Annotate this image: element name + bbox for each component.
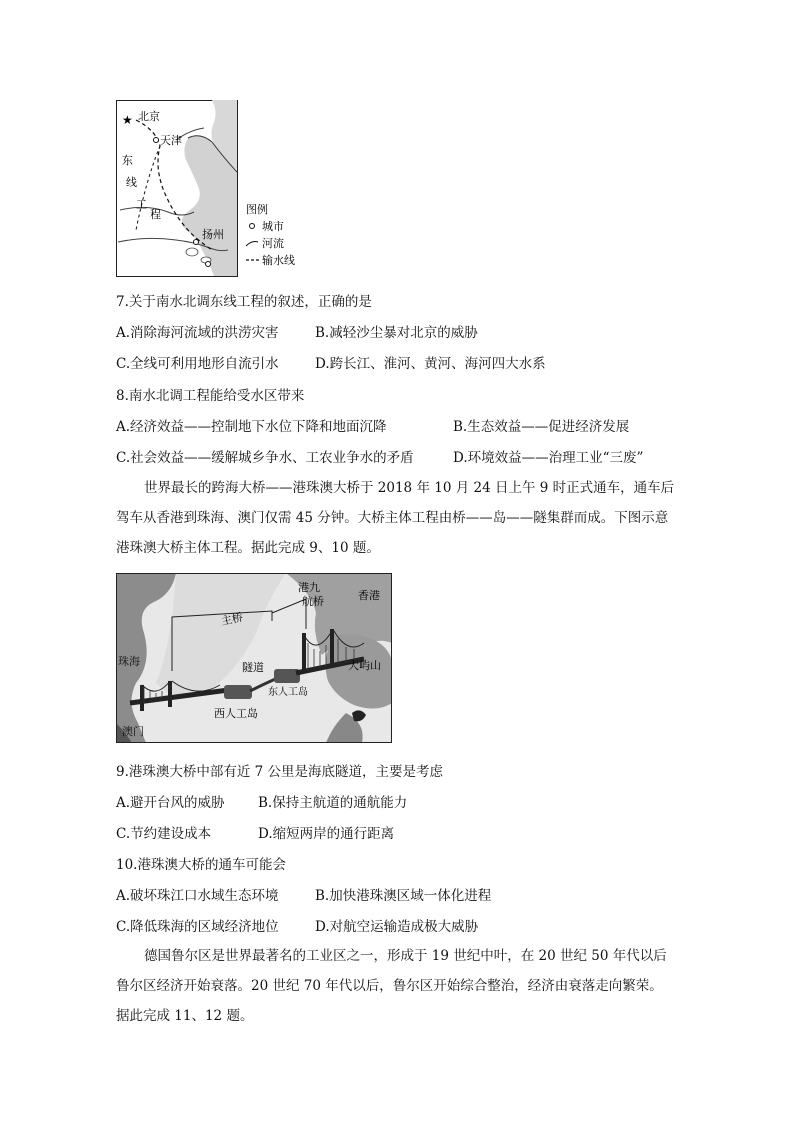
- q7-option-b: B.减轻沙尘暴对北京的威胁: [315, 325, 478, 341]
- hzmb-map: [116, 573, 392, 743]
- legend-pipeline: 输水线: [262, 254, 295, 267]
- legend-title: 图例: [246, 203, 268, 216]
- passage-ruhr: 德国鲁尔区是世界最著名的工业区之一，形成于 19 世纪中叶，在 20 世纪 50 年代以后鲁尔区经济开始衰落。20 世纪 70 年代以后，鲁尔区开始综合整治，经济由衰落走向繁荣。据此完成 11、12 题。: [116, 948, 667, 1024]
- beijing-star-icon: ★: [122, 113, 133, 127]
- label-jiuzhou-1: 港九: [298, 581, 320, 594]
- label-beijing: 北京: [138, 110, 160, 123]
- q9-stem: 9.港珠澳大桥中部有近 7 公里是海底隧道，主要是考虑: [116, 764, 444, 780]
- label-hongkong: 香港: [358, 589, 380, 602]
- label-macau: 澳门: [122, 725, 144, 738]
- label-east-island: 东人工岛: [268, 687, 308, 698]
- label-east-line-1: 东: [122, 154, 133, 167]
- passage-hzmb: 世界最长的跨海大桥——港珠澳大桥于 2018 年 10 月 24 日上午 9 时正式通车，通车后驾车从香港到珠海、澳门仅需 45 分钟。大桥主体工程由桥——岛——隧集群而成。下图示意港珠澳大桥主体工程。据此完成 9、10 题。: [116, 480, 675, 556]
- label-jiuzhou-2: 航桥: [302, 595, 324, 608]
- yangzhou-city-marker: [194, 240, 199, 245]
- q9-option-a: A.避开台风的威胁: [116, 795, 225, 811]
- q8-stem: 8.南水北调工程能给受水区带来: [116, 388, 305, 404]
- east-route-map: [116, 100, 316, 278]
- city-marker: [206, 262, 211, 267]
- q7-option-d: D.跨长江、淮河、黄河、海河四大水系: [315, 356, 546, 372]
- q10-option-d: D.对航空运输造成极大威胁: [315, 919, 479, 935]
- legend-river: 河流: [262, 237, 284, 250]
- q7-option-c: C.全线可利用地形自流引水: [116, 356, 279, 372]
- q9-option-c: C.节约建设成本: [116, 826, 212, 842]
- label-main-bridge: 主桥: [219, 610, 245, 628]
- label-zhuhai: 珠海: [118, 655, 140, 668]
- q8-option-b: B.生态效益——促进经济发展: [453, 419, 630, 435]
- q8-option-a: A.经济效益——控制地下水位下降和地面沉降: [116, 419, 387, 435]
- legend-city: 城市: [262, 220, 284, 233]
- west-island-shape: [224, 685, 252, 699]
- legend-city-icon: [250, 224, 255, 229]
- label-tianjin: 天津: [160, 134, 182, 147]
- label-tunnel: 隧道: [242, 661, 264, 674]
- label-west-island: 西人工岛: [214, 707, 258, 720]
- label-east-line-4: 程: [150, 208, 161, 221]
- label-east-line-3: 工: [136, 198, 147, 211]
- q10-stem: 10.港珠澳大桥的通车可能会: [116, 857, 286, 873]
- label-east-line-2: 线: [126, 176, 137, 189]
- q10-option-b: B.加快港珠澳区域一体化进程: [315, 888, 492, 904]
- tianjin-city-marker: [154, 138, 159, 143]
- east-route-map-figure: [116, 100, 316, 278]
- q9-option-b: B.保持主航道的通航能力: [258, 795, 408, 811]
- label-yangzhou: 扬州: [202, 228, 224, 241]
- q7-option-a: A.消除海河流域的洪涝灾害: [116, 325, 279, 341]
- q10-option-c: C.降低珠海的区域经济地位: [116, 919, 279, 935]
- hzmb-map-figure: [116, 573, 392, 743]
- q9-option-d: D.缩短两岸的通行距离: [258, 826, 395, 842]
- legend-river-icon: [246, 242, 258, 247]
- q7-stem: 7.关于南水北调东线工程的叙述，正确的是: [116, 294, 372, 310]
- q8-option-c: C.社会效益——缓解城乡争水、工农业争水的矛盾: [116, 450, 414, 466]
- q10-option-a: A.破坏珠江口水域生态环境: [116, 888, 279, 904]
- q8-option-d: D.环境效益——治理工业“三废”: [453, 450, 644, 466]
- label-lantau: 大屿山: [348, 659, 381, 672]
